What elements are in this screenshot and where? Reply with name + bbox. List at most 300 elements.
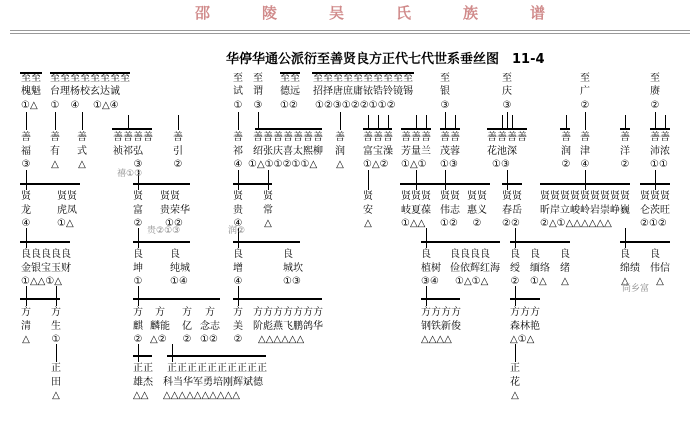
genealogy-liang-marks-char: ④: [233, 276, 243, 287]
genealogy-zheng-char: 正: [197, 363, 207, 374]
genealogy-liang-char: 良: [510, 249, 520, 260]
genealogy-zhi-names-char: 魁: [31, 86, 41, 97]
genealogy-zhi-char: 至: [50, 73, 60, 84]
genealogy-xian-names-char: 贵: [233, 205, 243, 216]
genealogy-zheng-names-char: 勇: [203, 377, 213, 388]
genealogy-shan-char: 善: [313, 132, 323, 143]
genealogy-fang-names-char: 清: [21, 321, 31, 332]
genealogy-liang-names-char: 纯: [170, 263, 180, 274]
genealogy-liang-names-char: 绵: [620, 263, 630, 274]
genealogy-liang-names-char: 玉: [51, 263, 61, 274]
connector-vertical: [56, 344, 57, 362]
genealogy-fang-marks-char: △: [22, 334, 30, 345]
genealogy-zhi-char: 至: [333, 73, 343, 84]
connector-horizontal: [487, 128, 527, 130]
connector-horizontal: [20, 241, 70, 243]
genealogy-fang-char: 方: [313, 307, 323, 318]
genealogy-xian-char: 贤: [67, 191, 77, 202]
genealogy-fang-char: 方: [303, 307, 313, 318]
genealogy-fang-names-char: 阶: [253, 321, 263, 332]
header-banner: [0, 2, 700, 22]
genealogy-zheng-names-char: 德: [253, 377, 263, 388]
genealogy-fang-char: 方: [451, 307, 461, 318]
genealogy-liang-char: 良: [283, 249, 293, 260]
genealogy-xian-char: 贤: [160, 191, 170, 202]
genealogy-shan-char: 善: [303, 132, 313, 143]
genealogy-zheng-char: 正: [510, 363, 520, 374]
genealogy-xian-char: 贤: [421, 191, 431, 202]
genealogy-zheng-marks-char: △: [52, 390, 60, 401]
genealogy-shan-char: 善: [77, 132, 87, 143]
genealogy-zhi-char: 至: [253, 73, 263, 84]
connector-horizontal: [133, 298, 220, 300]
genealogy-fang-names-char: 彪: [263, 321, 273, 332]
genealogy-shan-names-char: 喜: [283, 146, 293, 157]
genealogy-xian-names-char: 志: [450, 205, 460, 216]
genealogy-xian-char: 贤: [560, 191, 570, 202]
genealogy-fang-names-char: 亿: [182, 321, 192, 332]
genealogy-xian-marks-char: ①△: [57, 218, 74, 229]
genealogy-zhi-names-char: 择: [323, 86, 333, 97]
genealogy-liang-names-char: 城: [180, 263, 190, 274]
connector-vertical: [655, 170, 656, 190]
connector-vertical: [26, 228, 27, 248]
genealogy-xian-names-char: 虎: [57, 205, 67, 216]
genealogy-shan-names-char: 池: [497, 146, 507, 157]
genealogy-fang-char: 方: [293, 307, 303, 318]
genealogy-shan-char: 善: [173, 132, 183, 143]
genealogy-xian-char: 贤: [57, 191, 67, 202]
genealogy-liang-names-char: 缅: [530, 263, 540, 274]
genealogy-xian-names-char: 峥: [610, 205, 620, 216]
genealogy-fang-names-char: 念: [200, 321, 210, 332]
connector-vertical: [82, 112, 83, 130]
genealogy-fang-char: 方: [21, 307, 31, 318]
genealogy-shan-char: 善: [293, 132, 303, 143]
genealogy-xian-char: 贤: [660, 191, 670, 202]
annotation-mark: 禧①③: [117, 169, 143, 179]
connector-vertical: [507, 170, 508, 190]
genealogy-shan-char: 善: [620, 132, 630, 143]
genealogy-xian-names-char: 茨: [650, 205, 660, 216]
genealogy-fang-char: 方: [283, 307, 293, 318]
genealogy-fang-char: 方: [530, 307, 540, 318]
genealogy-shan-char: 善: [517, 132, 527, 143]
genealogy-fang-names-char: 新: [441, 321, 451, 332]
connector-vertical: [665, 115, 666, 130]
genealogy-liang-char: 良: [650, 249, 660, 260]
genealogy-zhi-names-char: 招: [313, 86, 323, 97]
annotation-mark: 贵②①③: [147, 226, 181, 236]
genealogy-zheng-names-char: 杰: [143, 377, 153, 388]
genealogy-xian-names-char: 峻: [570, 205, 580, 216]
genealogy-shan-char: 善: [660, 132, 670, 143]
genealogy-zhi-marks-char: ④: [70, 100, 80, 111]
genealogy-liang-char: 良: [470, 249, 480, 260]
genealogy-shan-names-char: 福: [21, 146, 31, 157]
genealogy-fang-names-char: 鸽: [303, 321, 313, 332]
genealogy-zheng-marks-char: △: [511, 390, 519, 401]
connector-horizontal: [20, 183, 80, 185]
header-char: 吴: [329, 4, 346, 22]
genealogy-fang-names-char: 志: [210, 321, 220, 332]
connector-horizontal: [112, 128, 152, 130]
genealogy-liang-char: 良: [21, 249, 31, 260]
genealogy-zhi-char: 至: [70, 73, 80, 84]
genealogy-xian-names-char: 岭: [580, 205, 590, 216]
genealogy-xian-names-char: 荣: [170, 205, 180, 216]
genealogy-zhi-char: 至: [440, 73, 450, 84]
genealogy-zheng-names-char: 田: [51, 377, 61, 388]
genealogy-zhi-marks-char: ③: [502, 100, 512, 111]
genealogy-xian-char: 贤: [467, 191, 477, 202]
connector-vertical: [426, 228, 427, 248]
genealogy-xian-names-char: 常: [263, 205, 273, 216]
connector-vertical: [56, 286, 57, 306]
connector-horizontal: [502, 183, 522, 185]
genealogy-shan-char: 善: [373, 132, 383, 143]
genealogy-xian-names-char: 龙: [21, 205, 31, 216]
genealogy-shan-char: 善: [401, 132, 411, 143]
genealogy-zhi-char: 至: [353, 73, 363, 84]
genealogy-shan-names-char: 芳: [401, 146, 411, 157]
genealogy-zhi-names-char: 远: [290, 86, 300, 97]
connector-vertical: [238, 112, 239, 130]
genealogy-fang-char: 方: [431, 307, 441, 318]
genealogy-shan-char: 善: [650, 132, 660, 143]
genealogy-xian-names-char: 立: [560, 205, 570, 216]
genealogy-xian-char: 贤: [502, 191, 512, 202]
header-char: 邵: [195, 4, 212, 22]
genealogy-liang-names-char: 金: [21, 263, 31, 274]
genealogy-fang-names-char: 俊: [451, 321, 461, 332]
genealogy-xian-char: 贤: [570, 191, 580, 202]
connector-horizontal: [133, 355, 152, 357]
connector-horizontal: [167, 355, 266, 357]
genealogy-liang-marks-char: ③④: [421, 276, 439, 287]
genealogy-liang-names-char: 树: [431, 263, 441, 274]
genealogy-shan-marks-char: ④: [580, 159, 590, 170]
connector-vertical: [515, 344, 516, 362]
genealogy-xian-char: 贤: [401, 191, 411, 202]
connector-vertical: [172, 344, 173, 362]
genealogy-shan-names-char: 绍: [253, 146, 263, 157]
genealogy-zhi-marks-char: ①: [50, 100, 60, 111]
genealogy-shan-char: 善: [561, 132, 571, 143]
genealogy-zhi-marks-char: ②: [580, 100, 590, 111]
genealogy-xian-marks-char: ①△△: [401, 218, 426, 229]
genealogy-liang-char: 良: [170, 249, 180, 260]
genealogy-zhi-names-char: 达: [100, 86, 110, 97]
genealogy-xian-marks-char: △: [264, 218, 272, 229]
genealogy-zhi-char: 至: [60, 73, 70, 84]
header-char: 陵: [262, 4, 279, 22]
connector-horizontal: [133, 241, 190, 243]
genealogy-liang-char: 良: [133, 249, 143, 260]
genealogy-zhi-char: 至: [31, 73, 41, 84]
genealogy-zhi-names-char: 锆: [373, 86, 383, 97]
genealogy-liang-char: 良: [421, 249, 431, 260]
genealogy-fang-names-char: 生: [51, 321, 61, 332]
genealogy-shan-char: 善: [383, 132, 393, 143]
genealogy-shan-names-char: 祯: [113, 146, 123, 157]
genealogy-liang-char: 良: [530, 249, 540, 260]
genealogy-xian-marks-char: ②△①△△△△△△: [540, 218, 612, 229]
genealogy-zheng-names-char: 雄: [133, 377, 143, 388]
genealogy-zheng-char: 正: [177, 363, 187, 374]
genealogy-zhi-names-char: 唐: [333, 86, 343, 97]
genealogy-zhi-char: 至: [90, 73, 100, 84]
genealogy-shan-char: 善: [421, 132, 431, 143]
genealogy-liang-char: 良: [233, 249, 243, 260]
genealogy-xian-names-char: 义: [477, 205, 487, 216]
genealogy-shan-names-char: 庆: [273, 146, 283, 157]
genealogy-zhi-char: 至: [323, 73, 333, 84]
genealogy-zhi-names-char: 庶: [343, 86, 353, 97]
genealogy-zhi-names-char: 铱: [363, 86, 373, 97]
genealogy-liang-marks-char: ①△△①△: [21, 276, 63, 287]
genealogy-shan-marks-char: ②: [561, 159, 571, 170]
genealogy-fang-marks-char: △②: [150, 334, 167, 345]
genealogy-zhi-names-char: 庆: [502, 86, 512, 97]
genealogy-liang-names-char: 络: [540, 263, 550, 274]
genealogy-shan-char: 善: [233, 132, 243, 143]
connector-horizontal: [421, 241, 500, 243]
genealogy-zhi-names-char: 锡: [403, 86, 413, 97]
genealogy-liang-marks-char: △: [561, 276, 569, 287]
genealogy-shan-marks-char: ①△②: [363, 159, 389, 170]
genealogy-shan-char: 善: [440, 132, 450, 143]
genealogy-shan-marks-char: △: [336, 159, 344, 170]
genealogy-zheng-char: 正: [187, 363, 197, 374]
genealogy-shan-names-char: 柳: [313, 146, 323, 157]
genealogy-zhi-char: 至: [290, 73, 300, 84]
connector-horizontal: [233, 298, 322, 300]
connector-vertical: [268, 170, 269, 190]
connector-vertical: [368, 115, 369, 130]
genealogy-fang-names-char: 铁: [431, 321, 441, 332]
genealogy-zhi-marks-char: ③: [253, 100, 263, 111]
genealogy-shan-char: 善: [50, 132, 60, 143]
genealogy-xian-names-char: 旺: [660, 205, 670, 216]
genealogy-shan-char: 善: [263, 132, 273, 143]
genealogy-fang-names-char: 钢: [421, 321, 431, 332]
connector-horizontal: [440, 128, 460, 130]
genealogy-zhi-marks-char: ③: [440, 100, 450, 111]
genealogy-zhi-names-char: 谓: [253, 86, 263, 97]
genealogy-zhi-names-char: 铃: [383, 86, 393, 97]
genealogy-shan-char: 善: [411, 132, 421, 143]
connector-vertical: [178, 115, 179, 130]
genealogy-fang-names-char: 森: [510, 321, 520, 332]
genealogy-shan-names-char: 茂: [440, 146, 450, 157]
genealogy-shan-names-char: 祁: [233, 146, 243, 157]
connector-vertical: [515, 228, 516, 248]
genealogy-zhi-names-char: 玄: [90, 86, 100, 97]
genealogy-shan-names-char: 宝: [373, 146, 383, 157]
connector-vertical: [55, 112, 56, 130]
genealogy-shan-marks-char: ④: [233, 159, 243, 170]
genealogy-zheng-char: 正: [167, 363, 177, 374]
genealogy-xian-char: 贤: [512, 191, 522, 202]
genealogy-zheng-char: 正: [247, 363, 257, 374]
genealogy-zheng-marks-char: △△: [133, 390, 149, 401]
genealogy-shan-char: 善: [133, 132, 143, 143]
genealogy-shan-names-char: 花: [487, 146, 497, 157]
genealogy-xian-names-char: 葆: [421, 205, 431, 216]
genealogy-fang-marks-char: ①: [51, 334, 61, 345]
genealogy-zhi-marks-char: ①②③①②②①①②: [315, 100, 396, 111]
connector-vertical: [26, 286, 27, 306]
genealogy-liang-names-char: 信: [660, 263, 670, 274]
connector-vertical: [625, 228, 626, 248]
genealogy-zhi-marks-char: ②: [650, 100, 660, 111]
genealogy-xian-marks-char: ②: [133, 218, 143, 229]
header-char: 氏: [396, 4, 413, 22]
genealogy-xian-names-char: 伟: [440, 205, 450, 216]
genealogy-xian-char: 贤: [411, 191, 421, 202]
genealogy-shan-names-char: 深: [507, 146, 517, 157]
genealogy-zheng-char: 正: [133, 363, 143, 374]
genealogy-shan-names-char: 熙: [303, 146, 313, 157]
genealogy-shan-char: 善: [363, 132, 373, 143]
genealogy-shan-names-char: 沛: [650, 146, 660, 157]
genealogy-xian-names-char: 岩: [590, 205, 600, 216]
genealogy-liang-marks-char: ②: [510, 276, 520, 287]
header-rule: [10, 30, 690, 31]
genealogy-xian-names-char: 凤: [67, 205, 77, 216]
genealogy-zhi-names-char: 广: [580, 86, 590, 97]
genealogy-zhi-char: 至: [383, 73, 393, 84]
connector-horizontal: [510, 241, 570, 243]
genealogy-xian-names-char: 贵: [160, 205, 170, 216]
connector-vertical: [585, 170, 586, 190]
genealogy-fang-char: 方: [253, 307, 263, 318]
genealogy-shan-marks-char: ②: [173, 159, 183, 170]
genealogy-liang-marks-char: ①③: [283, 276, 301, 287]
genealogy-xian-char: 贤: [640, 191, 650, 202]
genealogy-xian-char: 贤: [550, 191, 560, 202]
connector-vertical: [388, 115, 389, 130]
genealogy-zhi-names-char: 诚: [110, 86, 120, 97]
genealogy-fang-marks-char: △①△: [510, 334, 535, 345]
genealogy-liang-marks-char: △: [656, 276, 664, 287]
genealogy-shan-char: 善: [507, 132, 517, 143]
genealogy-zhi-names-char: 台: [50, 86, 60, 97]
genealogy-liang-names-char: 宝: [41, 263, 51, 274]
genealogy-fang-names-char: 能: [160, 321, 170, 332]
genealogy-shan-char: 善: [580, 132, 590, 143]
genealogy-shan-char: 善: [487, 132, 497, 143]
genealogy-shan-marks-char: ①③: [492, 159, 510, 170]
genealogy-xian-names-char: 夏: [411, 205, 421, 216]
genealogy-xian-names-char: 富: [133, 205, 143, 216]
genealogy-xian-marks-char: ④: [233, 218, 243, 229]
genealogy-xian-char: 贤: [590, 191, 600, 202]
genealogy-xian-char: 贤: [450, 191, 460, 202]
genealogy-xian-char: 贤: [133, 191, 143, 202]
genealogy-shan-marks-char: ①△①: [401, 159, 427, 170]
genealogy-liang-char: 良: [61, 249, 71, 260]
genealogy-shan-char: 善: [450, 132, 460, 143]
genealogy-zhi-names-char: 银: [440, 86, 450, 97]
genealogy-zheng-names-char: 刚: [223, 377, 233, 388]
connector-vertical: [416, 115, 417, 130]
genealogy-shan-names-char: 弘: [133, 146, 143, 157]
genealogy-zhi-marks-char: ①②: [280, 100, 298, 111]
genealogy-shan-names-char: 富: [363, 146, 373, 157]
genealogy-liang-char: 良: [560, 249, 570, 260]
genealogy-xian-marks-char: ②②: [502, 218, 520, 229]
genealogy-fang-marks-char: △△△△: [421, 334, 452, 345]
genealogy-xian-char: 贤: [600, 191, 610, 202]
genealogy-fang-char: 方: [133, 307, 143, 318]
genealogy-xian-char: 贤: [170, 191, 180, 202]
genealogy-shan-char: 善: [113, 132, 123, 143]
genealogy-fang-char: 方: [441, 307, 451, 318]
header-char: 族: [463, 4, 480, 22]
genealogy-zhi-char: 至: [80, 73, 90, 84]
genealogy-zhi-names-char: 槐: [21, 86, 31, 97]
header-rule: [10, 33, 690, 34]
genealogy-xian-names-char: 惠: [467, 205, 477, 216]
genealogy-zheng-names-char: 军: [193, 377, 203, 388]
genealogy-fang-names-char: 艳: [530, 321, 540, 332]
genealogy-shan-marks-char: ③: [133, 159, 143, 170]
genealogy-shan-char: 善: [123, 132, 133, 143]
genealogy-fang-names-char: 麒: [133, 321, 143, 332]
annotation-mark: 尚乡富: [622, 284, 650, 294]
genealogy-liang-char: 良: [450, 249, 460, 260]
genealogy-liang-names-char: 城: [283, 263, 293, 274]
genealogy-shan-marks-char: ②: [620, 159, 630, 170]
connector-vertical: [566, 115, 567, 130]
connector-vertical: [416, 170, 417, 190]
annotation-mark: 润②: [228, 226, 246, 236]
genealogy-fang-marks-char: ①②: [200, 334, 218, 345]
genealogy-shan-names-char: 量: [411, 146, 421, 157]
genealogy-zheng-char: 正: [227, 363, 237, 374]
genealogy-xian-names-char: 巍: [620, 205, 630, 216]
genealogy-zhi-names-char: 庸: [353, 86, 363, 97]
genealogy-shan-marks-char: △: [51, 159, 59, 170]
genealogy-xian-char: 贤: [620, 191, 630, 202]
genealogy-shan-char: 善: [283, 132, 293, 143]
genealogy-xian-marks-char: ②①②: [640, 218, 667, 229]
connector-vertical: [340, 112, 341, 130]
genealogy-liang-names-char: 增: [233, 263, 243, 274]
genealogy-zhi-names-char: 理: [60, 86, 70, 97]
genealogy-zheng-names-char: 科: [163, 377, 173, 388]
genealogy-shan-names-char: 蓉: [450, 146, 460, 157]
genealogy-xian-names-char: 仑: [640, 205, 650, 216]
genealogy-zhi-names-char: 杨: [70, 86, 80, 97]
genealogy-xian-char: 贤: [540, 191, 550, 202]
genealogy-zheng-char: 正: [217, 363, 227, 374]
genealogy-xian-marks-char: △: [364, 218, 372, 229]
genealogy-zhi-char: 至: [393, 73, 403, 84]
connector-horizontal: [620, 241, 670, 243]
genealogy-zhi-names-char: 试: [233, 86, 243, 97]
genealogy-zhi-char: 至: [580, 73, 590, 84]
genealogy-liang-marks-char: ①△①△: [455, 276, 489, 287]
genealogy-liang-names-char: 辉: [470, 263, 480, 274]
genealogy-zheng-names-char: 华: [183, 377, 193, 388]
genealogy-zhi-marks-char: ①: [233, 100, 243, 111]
connector-vertical: [455, 115, 456, 130]
genealogy-shan-names-char: 洋: [620, 146, 630, 157]
genealogy-fang-marks-char: ②: [233, 334, 243, 345]
